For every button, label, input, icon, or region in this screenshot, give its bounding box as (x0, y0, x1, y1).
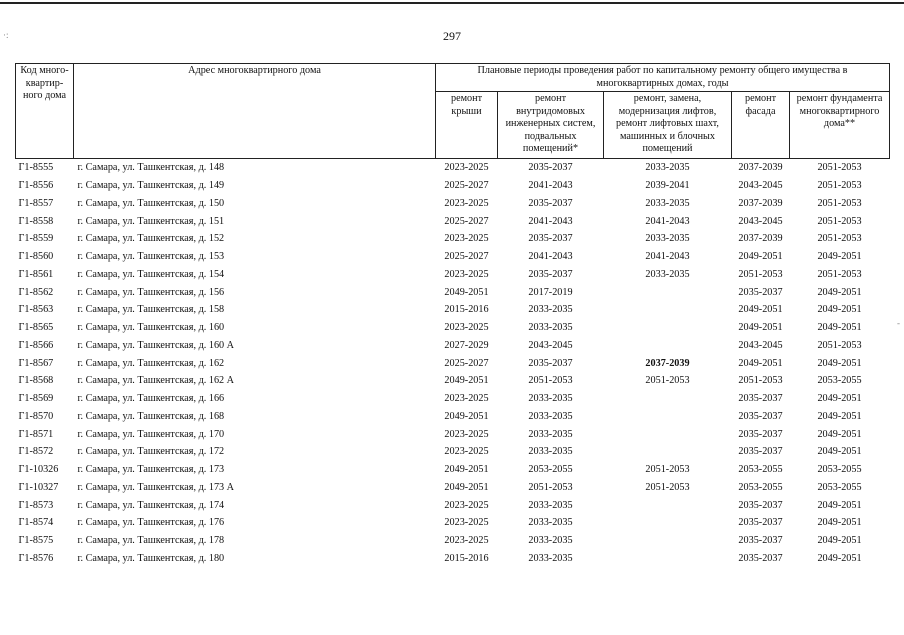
cell-lifts (604, 319, 732, 337)
cell-code: Г1-8565 (18, 322, 54, 334)
cell-lifts (604, 550, 732, 568)
cell-systems: 2043-2045 (528, 339, 573, 351)
cell-lifts: 2051-2053 (645, 375, 690, 387)
cell-systems: 2033-2035 (528, 517, 573, 529)
cell-systems: 2033-2035 (528, 410, 573, 422)
cell-roof: 2023-2025 (444, 428, 489, 440)
cell-roof: 2049-2051 (444, 286, 489, 298)
cell-address: г. Самара, ул. Ташкентская, д. 162 А (77, 375, 235, 387)
cell-code: Г1-8573 (18, 499, 54, 511)
table-row (16, 372, 890, 390)
cell-foundation: 2049-2051 (817, 410, 862, 422)
page-number: 297 (443, 29, 461, 43)
cell-address: г. Самара, ул. Ташкентская, д. 172 (77, 446, 225, 458)
table-body (16, 159, 890, 568)
cell-facade: 2053-2055 (738, 464, 783, 476)
table-row (16, 177, 890, 195)
cell-lifts (604, 301, 732, 319)
table-row (16, 532, 890, 550)
table-row (16, 461, 890, 479)
cell-systems: 2035-2037 (528, 357, 573, 369)
table-row (16, 550, 890, 568)
cell-foundation: 2049-2051 (817, 499, 862, 511)
cell-address: г. Самара, ул. Ташкентская, д. 151 (77, 215, 225, 227)
cell-facade: 2035-2037 (738, 535, 783, 547)
cell-foundation: 2049-2051 (817, 357, 862, 369)
cell-systems: 2035-2037 (528, 268, 573, 280)
cell-lifts (604, 283, 732, 301)
cell-roof: 2049-2051 (444, 375, 489, 387)
cell-roof: 2023-2025 (444, 446, 489, 458)
cell-facade: 2035-2037 (738, 428, 783, 440)
cell-code: Г1-8575 (18, 535, 54, 547)
cell-systems: 2035-2037 (528, 162, 573, 174)
cell-foundation: 2051-2053 (817, 233, 862, 245)
cell-facade: 2043-2045 (738, 180, 783, 192)
table-row (16, 408, 890, 426)
cell-address: г. Самара, ул. Ташкентская, д. 152 (77, 233, 225, 245)
top-border-line (0, 2, 904, 4)
header-foundation: ремонт фундамента многоквартирного дома** (790, 92, 890, 159)
cell-address: г. Самара, ул. Ташкентская, д. 176 (77, 517, 225, 529)
table-row (16, 390, 890, 408)
table-row (16, 354, 890, 372)
cell-address: г. Самара, ул. Ташкентская, д. 150 (77, 197, 225, 209)
cell-foundation: 2049-2051 (817, 535, 862, 547)
cell-code: Г1-8555 (18, 162, 54, 174)
header-facade: ремонт фасада (732, 92, 790, 159)
cell-systems: 2035-2037 (528, 233, 573, 245)
cell-lifts (604, 496, 732, 514)
cell-code: Г1-8559 (18, 233, 54, 245)
cell-facade: 2035-2037 (738, 517, 783, 529)
cell-facade: 2049-2051 (738, 322, 783, 334)
cell-address: г. Самара, ул. Ташкентская, д. 178 (77, 535, 225, 547)
cell-systems: 2041-2043 (528, 180, 573, 192)
cell-foundation: 2053-2055 (817, 481, 862, 493)
cell-roof: 2049-2051 (444, 410, 489, 422)
cell-lifts: 2041-2043 (645, 215, 690, 227)
cell-systems: 2035-2037 (528, 197, 573, 209)
cell-address: г. Самара, ул. Ташкентская, д. 158 (77, 304, 225, 316)
cell-address: г. Самара, ул. Ташкентская, д. 173 А (77, 481, 235, 493)
cell-code: Г1-8561 (18, 268, 54, 280)
cell-lifts: 2051-2053 (645, 464, 690, 476)
cell-code: Г1-8563 (18, 304, 54, 316)
cell-address: г. Самара, ул. Ташкентская, д. 173 (77, 464, 225, 476)
cell-roof: 2023-2025 (444, 517, 489, 529)
cell-systems: 2033-2035 (528, 393, 573, 405)
cell-lifts (604, 514, 732, 532)
table-row (16, 496, 890, 514)
table-row (16, 443, 890, 461)
table-row (16, 195, 890, 213)
cell-facade: 2037-2039 (738, 162, 783, 174)
table-row (16, 479, 890, 497)
cell-facade: 2035-2037 (738, 552, 783, 564)
cell-facade: 2049-2051 (738, 251, 783, 263)
table-row (16, 425, 890, 443)
cell-systems: 2017-2019 (528, 286, 573, 298)
cell-systems: 2033-2035 (528, 535, 573, 547)
cell-foundation: 2049-2051 (817, 304, 862, 316)
cell-address: г. Самара, ул. Ташкентская, д. 166 (77, 393, 225, 405)
table-row (16, 248, 890, 266)
cell-facade: 2035-2037 (738, 446, 783, 458)
cell-foundation: 2051-2053 (817, 268, 862, 280)
table-row (16, 212, 890, 230)
cell-facade: 2043-2045 (738, 215, 783, 227)
cell-code: Г1-8566 (18, 339, 54, 351)
cell-systems: 2033-2035 (528, 446, 573, 458)
cell-roof: 2023-2025 (444, 197, 489, 209)
cell-address: г. Самара, ул. Ташкентская, д. 168 (77, 410, 225, 422)
cell-roof: 2023-2025 (444, 322, 489, 334)
scan-margin-mark: - (897, 318, 900, 328)
cell-foundation: 2049-2051 (817, 251, 862, 263)
cell-code: Г1-8556 (18, 180, 54, 192)
cell-roof: 2049-2051 (444, 464, 489, 476)
cell-facade: 2051-2053 (738, 268, 783, 280)
cell-foundation: 2049-2051 (817, 286, 862, 298)
cell-lifts: 2033-2035 (645, 233, 690, 245)
cell-roof: 2015-2016 (444, 304, 489, 316)
cell-address: г. Самара, ул. Ташкентская, д. 154 (77, 268, 225, 280)
cell-systems: 2041-2043 (528, 215, 573, 227)
cell-roof: 2023-2025 (444, 233, 489, 245)
cell-facade: 2035-2037 (738, 499, 783, 511)
cell-code: Г1-8574 (18, 517, 54, 529)
cell-lifts (604, 337, 732, 355)
header-code: Код много-квартир-ного дома (16, 64, 74, 159)
table-header (16, 64, 890, 159)
cell-facade: 2053-2055 (738, 481, 783, 493)
table-row (16, 159, 890, 177)
table-row (16, 514, 890, 532)
cell-roof: 2023-2025 (444, 535, 489, 547)
cell-roof: 2023-2025 (444, 268, 489, 280)
cell-code: Г1-8571 (18, 428, 54, 440)
table-row (16, 266, 890, 284)
cell-systems: 2033-2035 (528, 552, 573, 564)
cell-address: г. Самара, ул. Ташкентская, д. 162 (77, 357, 225, 369)
cell-roof: 2015-2016 (444, 552, 489, 564)
cell-address: г. Самара, ул. Ташкентская, д. 160 (77, 322, 225, 334)
cell-lifts: 2039-2041 (645, 180, 690, 192)
cell-lifts: 2051-2053 (645, 481, 690, 493)
cell-address: г. Самара, ул. Ташкентская, д. 160 А (77, 339, 235, 351)
cell-lifts (604, 443, 732, 461)
cell-systems: 2051-2053 (528, 375, 573, 387)
cell-foundation: 2051-2053 (817, 215, 862, 227)
cell-lifts (604, 532, 732, 550)
cell-code: Г1-8560 (18, 251, 54, 263)
table-row (16, 301, 890, 319)
cell-lifts: 2033-2035 (645, 162, 690, 174)
cell-systems: 2033-2035 (528, 499, 573, 511)
cell-address: г. Самара, ул. Ташкентская, д. 156 (77, 286, 225, 298)
cell-roof: 2023-2025 (444, 499, 489, 511)
cell-code: Г1-8558 (18, 215, 54, 227)
header-roof: ремонт крыши (436, 92, 498, 159)
cell-address: г. Самара, ул. Ташкентская, д. 153 (77, 251, 225, 263)
table-row (16, 319, 890, 337)
capital-repair-schedule-table (15, 63, 890, 567)
cell-foundation: 2049-2051 (817, 552, 862, 564)
cell-facade: 2049-2051 (738, 304, 783, 316)
cell-address: г. Самара, ул. Ташкентская, д. 148 (77, 162, 225, 174)
header-periods-group: Плановые периоды проведения работ по капитальному ремонту общего имущества в многоквартирных домах, годы (436, 64, 890, 92)
cell-facade: 2035-2037 (738, 410, 783, 422)
cell-facade: 2049-2051 (738, 357, 783, 369)
cell-code: Г1-10326 (18, 464, 59, 476)
cell-code: Г1-8557 (18, 197, 54, 209)
cell-roof: 2023-2025 (444, 393, 489, 405)
cell-code: Г1-8568 (18, 375, 54, 387)
cell-foundation: 2049-2051 (817, 517, 862, 529)
cell-foundation: 2051-2053 (817, 197, 862, 209)
cell-address: г. Самара, ул. Ташкентская, д. 180 (77, 552, 225, 564)
cell-lifts (604, 408, 732, 426)
header-systems: ремонт внутридомовых инженерных систем, подвальных помещений* (498, 92, 604, 159)
cell-code: Г1-8567 (18, 357, 54, 369)
cell-code: Г1-8570 (18, 410, 54, 422)
header-address: Адрес многоквартирного дома (74, 64, 436, 159)
cell-roof: 2025-2027 (444, 357, 489, 369)
cell-systems: 2041-2043 (528, 251, 573, 263)
cell-lifts: 2041-2043 (645, 251, 690, 263)
cell-foundation: 2049-2051 (817, 428, 862, 440)
scan-margin-mark: ·: (3, 30, 9, 40)
cell-systems: 2033-2035 (528, 304, 573, 316)
cell-lifts (604, 390, 732, 408)
cell-systems: 2033-2035 (528, 428, 573, 440)
cell-code: Г1-8569 (18, 393, 54, 405)
cell-lifts: 2033-2035 (645, 268, 690, 280)
cell-roof: 2049-2051 (444, 481, 489, 493)
cell-foundation: 2049-2051 (817, 393, 862, 405)
cell-address: г. Самара, ул. Ташкентская, д. 170 (77, 428, 225, 440)
cell-facade: 2051-2053 (738, 375, 783, 387)
cell-roof: 2025-2027 (444, 251, 489, 263)
cell-foundation: 2049-2051 (817, 446, 862, 458)
table-row (16, 283, 890, 301)
cell-roof: 2025-2027 (444, 180, 489, 192)
cell-facade: 2037-2039 (738, 197, 783, 209)
cell-code: Г1-8562 (18, 286, 54, 298)
cell-address: г. Самара, ул. Ташкентская, д. 149 (77, 180, 225, 192)
cell-lifts: 2033-2035 (645, 197, 690, 209)
cell-roof: 2027-2029 (444, 339, 489, 351)
cell-facade: 2043-2045 (738, 339, 783, 351)
cell-code: Г1-8572 (18, 446, 54, 458)
cell-foundation: 2053-2055 (817, 464, 862, 476)
cell-facade: 2035-2037 (738, 286, 783, 298)
cell-lifts: 2037-2039 (645, 357, 690, 369)
cell-facade: 2035-2037 (738, 393, 783, 405)
cell-foundation: 2049-2051 (817, 322, 862, 334)
cell-foundation: 2051-2053 (817, 180, 862, 192)
cell-systems: 2033-2035 (528, 322, 573, 334)
table-row (16, 230, 890, 248)
cell-systems: 2051-2053 (528, 481, 573, 493)
cell-lifts (604, 425, 732, 443)
cell-code: Г1-10327 (18, 481, 59, 493)
cell-code: Г1-8576 (18, 552, 54, 564)
cell-foundation: 2051-2053 (817, 339, 862, 351)
cell-roof: 2023-2025 (444, 162, 489, 174)
cell-facade: 2037-2039 (738, 233, 783, 245)
cell-systems: 2053-2055 (528, 464, 573, 476)
header-lifts: ремонт, замена, модернизация лифтов, ремонт лифтовых шахт, машинных и блочных помещений (604, 92, 732, 159)
table-row (16, 337, 890, 355)
cell-roof: 2025-2027 (444, 215, 489, 227)
cell-foundation: 2051-2053 (817, 162, 862, 174)
cell-foundation: 2053-2055 (817, 375, 862, 387)
cell-address: г. Самара, ул. Ташкентская, д. 174 (77, 499, 225, 511)
